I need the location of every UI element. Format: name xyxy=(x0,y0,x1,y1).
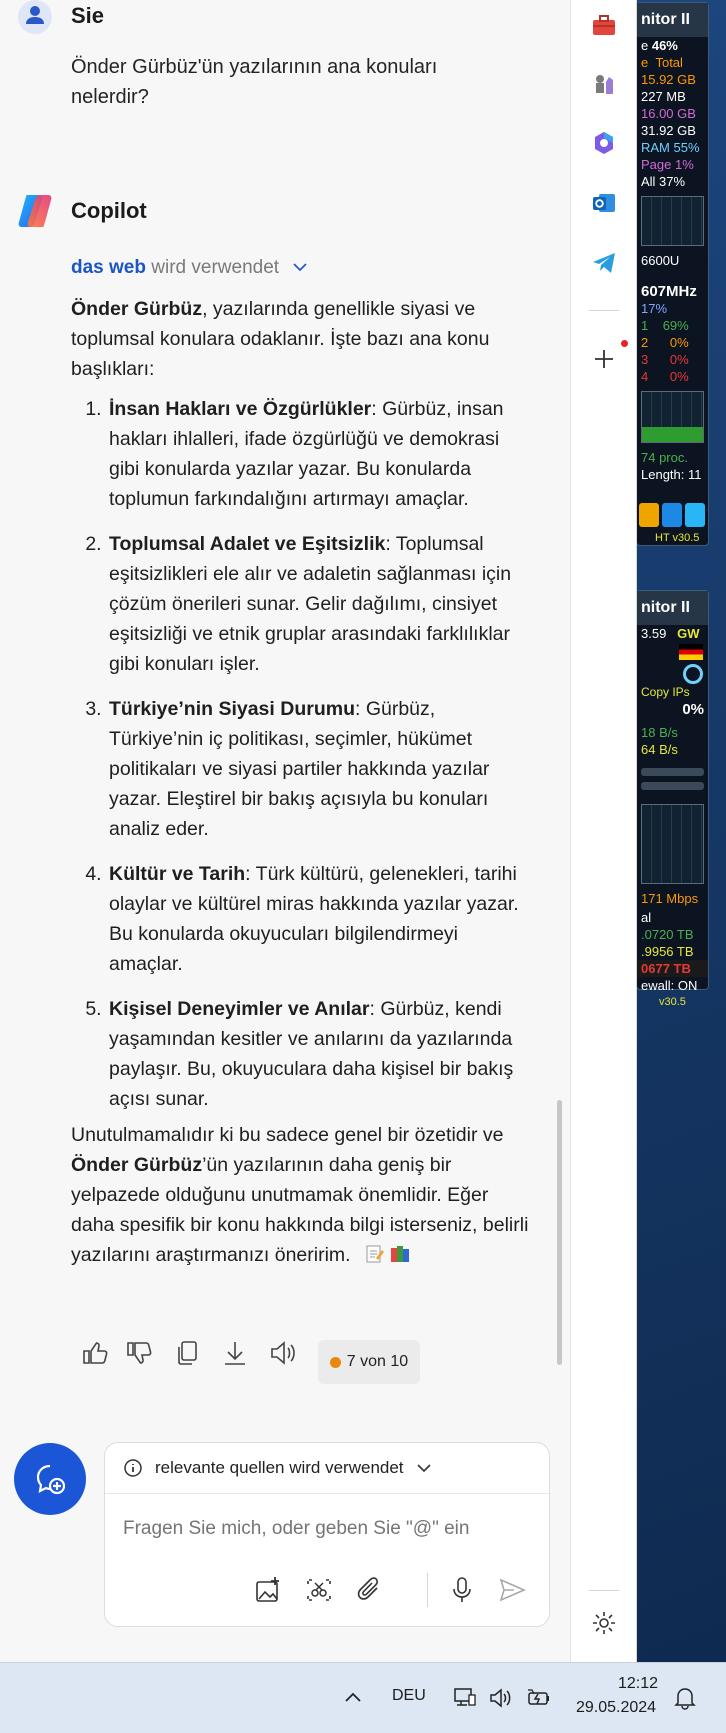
add-image-icon[interactable] xyxy=(253,1575,283,1605)
language-indicator[interactable]: DEU xyxy=(392,1687,426,1704)
response-count-badge xyxy=(318,1340,420,1384)
copy-icon[interactable] xyxy=(174,1338,204,1368)
web-source-toggle[interactable] xyxy=(71,257,308,279)
attach-icon[interactable] xyxy=(355,1575,385,1605)
outlook-icon[interactable] xyxy=(591,190,617,216)
gadget-mem-line: 31.92 GB xyxy=(641,123,696,138)
status-dot-icon xyxy=(330,1357,341,1368)
gadget-core-2: 2 0% xyxy=(641,335,689,350)
answer-intro: Önder Gürbüz, yazılarında genellikle siyasi ve toplumsal konulara odaklanır. İşte bazı ana konu başlıkları: xyxy=(71,298,490,380)
chat-input[interactable] xyxy=(121,1517,535,1541)
toolbox-icon[interactable] xyxy=(591,12,617,38)
gadget-core-1: 1 69% xyxy=(641,318,689,333)
books-emoji-icon xyxy=(389,1244,411,1264)
answer-topic-list xyxy=(71,394,531,1114)
speaker-icon[interactable] xyxy=(268,1338,298,1368)
web-source-strong: das web xyxy=(71,257,146,278)
gadget-title: nitor II xyxy=(637,591,708,625)
gadget-buttons xyxy=(637,503,710,529)
list-item: 3. Türkiye’nin Siyasi Durumu: Gürbüz, Türkiye’nin iç politikası, seçimler, hükümet politikaları ve siyasi partiler hakkında yazılar yazar. Eleştirel bir bakış açısıyla bu konuları analiz eder. xyxy=(107,694,531,844)
gadget-info-icon[interactable] xyxy=(685,503,705,527)
gadget-core-3: 3 0% xyxy=(641,352,689,367)
composer-divider xyxy=(427,1573,428,1607)
gadget-speed: 171 Mbps xyxy=(641,891,699,906)
clock-date[interactable]: 29.05.2024 xyxy=(576,1699,657,1716)
gadget-proc: 74 proc. xyxy=(641,450,688,465)
gadget-freq: 607MHz xyxy=(641,283,697,300)
microsoft-365-icon[interactable] xyxy=(591,130,617,156)
gadget-ip: 3.59 GW xyxy=(641,626,700,641)
user-message: Önder Gürbüz'ün yazılarının ana konuları nelerdir? xyxy=(71,56,438,108)
gadget-all: All 37% xyxy=(641,174,686,189)
thumbs-up-icon[interactable] xyxy=(80,1338,110,1368)
gadget-version: v30.5 xyxy=(659,996,686,1008)
gadget-cpu-graph xyxy=(641,196,704,246)
gear-icon[interactable] xyxy=(591,1610,617,1636)
gadget-total-label: e Total xyxy=(641,55,683,70)
germany-flag-icon xyxy=(679,644,703,660)
add-icon[interactable] xyxy=(591,346,617,372)
download-icon[interactable] xyxy=(220,1338,250,1368)
screenshot-icon[interactable] xyxy=(304,1575,334,1605)
microphone-icon[interactable] xyxy=(447,1575,477,1605)
chess-icon[interactable] xyxy=(591,72,617,98)
gadget-ram: RAM 55% xyxy=(641,140,700,155)
gadget-core-4: 4 0% xyxy=(641,369,689,384)
gadget-bar xyxy=(641,768,704,776)
target-icon[interactable] xyxy=(683,664,703,684)
chevron-down-icon xyxy=(292,261,308,273)
gadget-down: 64 B/s xyxy=(641,742,678,757)
gadget-mem-line: 16.00 GB xyxy=(641,106,696,121)
new-chat-button[interactable] xyxy=(14,1443,86,1515)
assistant-answer xyxy=(71,294,531,1270)
sidebar-icon-rail xyxy=(571,0,636,1662)
gadget-page: Page 1% xyxy=(641,157,694,172)
new-chat-icon xyxy=(32,1461,68,1497)
gadget-total-1: .0720 TB xyxy=(641,927,694,942)
gadget-title: nitor II xyxy=(637,3,708,37)
user-sender-name: Sie xyxy=(71,3,105,28)
gadget-total-2: .9956 TB xyxy=(641,944,694,959)
chat-scrollbar[interactable] xyxy=(557,1100,562,1365)
list-item: 5. Kişisel Deneyimler ve Anılar: Gürbüz, kendi yaşamından kesitler ve anılarını da yazılarında paylaşır. Bu, okuyuculara daha kişisel bir bakış açısı sunar. xyxy=(107,994,531,1114)
notification-dot-icon xyxy=(621,340,628,347)
send-icon[interactable] xyxy=(497,1575,527,1605)
network-monitor-gadget[interactable] xyxy=(636,590,709,1008)
bell-icon[interactable] xyxy=(672,1685,698,1711)
clock-time[interactable]: 12:12 xyxy=(618,1675,659,1692)
list-item: 2. Toplumsal Adalet ve Eşitsizlik: Toplumsal eşitsizlikleri ele alır ve adaletin sağlanması için çözüm önerileri sunar. Gelir dağılımı, cinsiyet eşitsizliği ve etnik gruplar arasındaki farklılıklar gibi konuları işler. xyxy=(107,529,531,679)
info-icon xyxy=(123,1458,143,1478)
memo-emoji-icon xyxy=(364,1244,384,1264)
telegram-icon[interactable] xyxy=(591,250,617,276)
web-source-text: wird verwendet xyxy=(151,257,280,278)
gadget-core-0: 17% xyxy=(641,301,668,316)
person-icon xyxy=(18,0,52,34)
response-count: 7 von 10 xyxy=(346,1353,409,1370)
gadget-cpu-model: 6600U xyxy=(641,253,680,268)
list-item: 1. İnsan Hakları ve Özgürlükler: Gürbüz, insan hakları ihlalleri, ifade özgürlüğü ve demokrasi gibi konularda yazılar yazar. Bu konularda toplumun farkındalığını artırmayı amaçlar. xyxy=(107,394,531,514)
gadget-mem-line: 227 MB xyxy=(641,89,686,104)
user-avatar xyxy=(18,0,52,34)
gadget-mem-line: 15.92 GB xyxy=(641,72,696,87)
gadget-net-graph xyxy=(641,804,704,884)
gadget-qlen: Length: 11 xyxy=(641,467,702,482)
source-label: relevante quellen wird verwendet xyxy=(155,1458,404,1477)
system-monitor-gadget[interactable] xyxy=(636,2,709,546)
source-selector[interactable] xyxy=(105,1443,549,1494)
battery-charging-icon[interactable] xyxy=(526,1685,552,1711)
thumbs-down-icon[interactable] xyxy=(124,1338,154,1368)
rail-divider xyxy=(589,1590,619,1591)
gadget-button-icon[interactable] xyxy=(662,503,682,527)
list-item: 4. Kültür ve Tarih: Türk kültürü, gelenekleri, tarihi olaylar ve kültürel miras hakkında yazılar yazar. Bu konularda okuyucuları bilgilendirmeyi amaçlar. xyxy=(107,859,531,979)
gadget-firewall: ewall: ON xyxy=(641,978,698,993)
gadget-up: 18 B/s xyxy=(641,725,678,740)
gadget-net-pct: 0% xyxy=(682,701,704,718)
gadget-version: HT v30.5 xyxy=(655,532,700,544)
chevron-down-icon xyxy=(416,1462,432,1474)
chevron-up-icon[interactable] xyxy=(340,1685,366,1711)
copilot-logo-icon xyxy=(16,192,54,230)
gadget-usage: e 46% xyxy=(641,38,678,53)
rail-divider xyxy=(589,310,619,311)
gadget-net-label: al xyxy=(641,910,652,925)
network-icon[interactable] xyxy=(452,1685,478,1711)
volume-icon[interactable] xyxy=(488,1685,514,1711)
taskbar xyxy=(0,1662,726,1733)
gadget-total-3: 0677 TB xyxy=(637,960,708,977)
assistant-sender-name: Copilot xyxy=(71,198,147,223)
gadget-bar xyxy=(641,782,704,790)
answer-outro: Unutulmamalıdır ki bu sadece genel bir özetidir ve Önder Gürbüz’ün yazılarının daha geniş bir yelpazede olduğunu unutmamak önemlidir. Eğer daha spesifik bir konu hakkında bilgi isterseniz, belirli yazılarını araştırmanızı öneririm. xyxy=(71,1124,529,1266)
gadget-button-icon[interactable] xyxy=(639,503,659,527)
gadget-core-graph xyxy=(641,391,704,443)
gadget-copy-ips[interactable]: Copy IPs xyxy=(641,685,690,699)
composer xyxy=(104,1442,550,1627)
